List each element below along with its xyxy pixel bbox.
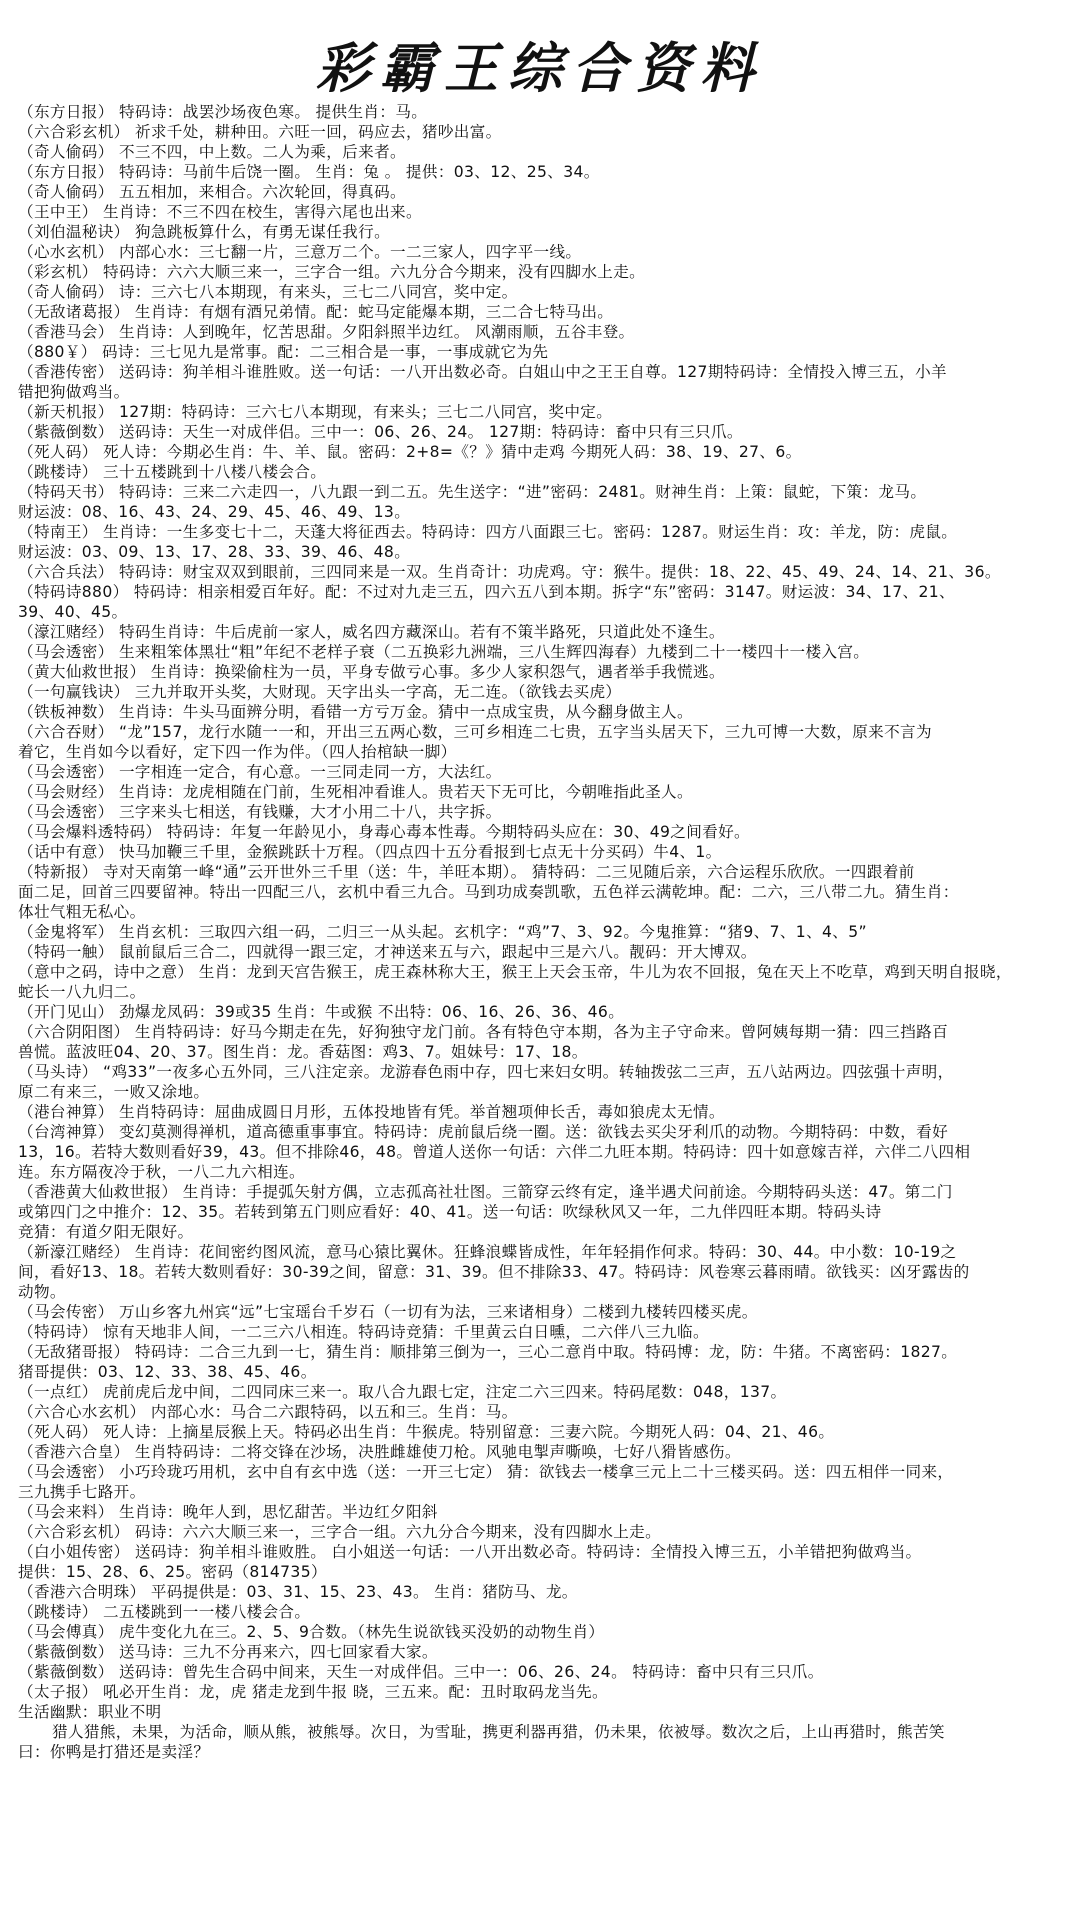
text-line: 生活幽默：职业不明: [18, 1703, 162, 1721]
text-line: （濠江赌经） 特码生肖诗：牛后虎前一家人，威名四方藏深山。若有不策半路死，只道此处不逢生。: [18, 623, 725, 641]
text-line: （马会爆料透特码） 特码诗：年复一年龄见小，身毒心毒本性毒。今期特码头应在：30、49之间看好。: [18, 823, 750, 841]
text-line: 着它，生肖如今以看好，定下四一作为伴。（四人抬棺缺一脚）: [18, 743, 457, 761]
text-line: 间，看好13、18。若转大数则看好：30-39之间，留意：31、39。但不排除33、47。特码诗：风卷寒云暮雨晴。欲钱买：凶牙露齿的: [18, 1263, 970, 1281]
text-line: （香港黄大仙救世报） 生肖诗：手提弧矢射方偶，立志孤高社壮图。三箭穿云终有定，逢半遇犬问前途。今期特码头送：47。第二门: [18, 1183, 953, 1201]
text-line: （无敌诸葛报） 生肖诗：有烟有酒兄弟情。配：蛇马定能爆本期，三二合七特马出。: [18, 303, 614, 321]
text-line: （开门见山） 劲爆龙凤码：39或35 生肖：牛或猴 不出特：06、16、26、36、46。: [18, 1003, 625, 1021]
text-line: 动物。: [18, 1283, 66, 1301]
text-line: （奇人偷码） 五五相加，来相合。六次轮回，得真码。: [18, 183, 406, 201]
text-line: 蛇长一八九归二。: [18, 983, 146, 1001]
text-line: 连。东方隔夜冷于秋，一八二九六相连。: [18, 1163, 305, 1181]
text-line: （一点红） 虎前虎后龙中间，二四同床三来一。取八合九跟七定，注定二六三四来。特码尾数：048，137。: [18, 1383, 787, 1401]
text-line: （奇人偷码） 不三不四，中上数。二人为乘，后来者。: [18, 143, 406, 161]
text-line: （特南王） 生肖诗：一生多变七十二，天蓬大将征西去。特码诗：四方八面跟三七。密码：1287。财运生肖：攻：羊龙，防：虎鼠。: [18, 523, 958, 541]
document-body: [18, 102, 1070, 1762]
text-line: 原二有来三，一败又涂地。: [18, 1083, 210, 1101]
text-line: （香港传密） 送码诗：狗羊相斗谁胜败。送一句话：一八开出数必奇。白姐山中之王王自尊。127期特码诗：全情投入博三五，小羊: [18, 363, 947, 381]
text-line: 或第四门之中推介：12、35。若转到第五门则应看好：40、41。送一句话：吹绿秋风又一年，二九伴四旺本期。特码头诗: [18, 1203, 882, 1221]
text-line: （新天机报） 127期：特码诗：三六七八本期现，有来头；三七二八同宫，奖中定。: [18, 403, 613, 421]
text-line: （港台神算） 生肖特码诗：屈曲成圆日月形，五体投地皆有凭。举首翘项伸长舌，毒如狼虎太无情。: [18, 1103, 725, 1121]
text-line: 三九携手七路开。: [18, 1483, 146, 1501]
text-line: （六合彩玄机） 码诗：六六大顺三来一，三字合一组。六九分合今期来，没有四脚水上走。: [18, 1523, 662, 1541]
text-line: （金鬼将军） 生肖玄机：三取四六组一码，二归三一从头起。玄机字：“鸡”7、3、92。今鬼推算：“猪9、7、1、4、5”: [18, 923, 867, 941]
text-line: （跳楼诗） 三十五楼跳到十八楼八楼会合。: [18, 463, 327, 481]
text-line: （东方日报） 特码诗：马前牛后饶一圈。 生肖：兔 。 提供：03、12、25、34。: [18, 163, 600, 181]
text-line: （六合吞财） “龙”157，龙行水随一一和，开出三五两心数，三可乡相连二七贵，五字当头居天下，三九可博一大数，原来不言为: [18, 723, 932, 741]
text-line: （特新报） 寺对天南第一峰“通”云开世外三千里（送：牛，羊旺本期）。 猜特码：二三见随后亲，六合运程乐欣欣。一四跟着前: [18, 863, 915, 881]
text-line: （太子报） 吼必开生肖：龙，虎 猪走龙到牛报 晓，三五来。配：丑时取码龙当先。: [18, 1683, 608, 1701]
text-line: （跳楼诗） 二五楼跳到一一楼八楼会合。: [18, 1603, 311, 1621]
text-line: 财运波：03、09、13、17、28、33、39、46、48。: [18, 543, 411, 561]
text-line: （意中之码，诗中之意） 生肖：龙到天宫告猴王，虎王森林称大王，猴王上天会玉帝，牛儿为农不回报，兔在天上不吃草，鸡到天明自报晓，: [18, 963, 1012, 981]
text-line: 体壮气粗无私心。: [18, 903, 146, 921]
text-line: （东方日报） 特码诗：战罢沙场夜色寒。 提供生肖：马。: [18, 103, 428, 121]
text-line: （紫薇倒数） 送码诗：曾先生合码中间来，天生一对成伴侣。三中一：06、26、24。 特码诗：畜中只有三只爪。: [18, 1663, 824, 1681]
text-line: （一句赢钱诀） 三九并取开头奖，大财现。天字出头一字高，无二连。（欲钱去买虎）: [18, 683, 622, 701]
text-line: （白小姐传密） 送码诗：狗羊相斗谁败胜。 白小姐送一句话：一八开出数必奇。特码诗：全情投入博三五，小羊错把狗做鸡当。: [18, 1543, 922, 1561]
text-line: （六合彩玄机） 祈求千处，耕种田。六旺一回，码应去，猪吵出富。: [18, 123, 502, 141]
text-line: （特码天书） 特码诗：三来二六走四一，八九跟一到二五。先生送字：“进”密码：2481。财神生肖：上策：鼠蛇，下策：龙马。: [18, 483, 927, 501]
text-line: （880￥） 码诗：三七见九是常事。配：二三相合是一事，一事成就它为先: [18, 343, 549, 361]
text-line: （紫薇倒数） 送马诗：三九不分再来六，四七回家看大家。: [18, 1643, 438, 1661]
text-line: （香港六合明珠） 平码提供是：03、31、15、23、43。 生肖：猪防马、龙。: [18, 1583, 578, 1601]
page-title: 彩霸王综合资料: [316, 36, 764, 100]
text-line: （死人码） 死人诗：今期必生肖：牛、羊、鼠。密码：2+8=《？》猜中走鸡 今期死人码：38、19、27、6。: [18, 443, 802, 461]
text-line: （六合阴阳图） 生肖特码诗：好马今期走在先，好狗独守龙门前。各有特色守本期，各为主子守命来。曾阿姨每期一猜：四三挡路百: [18, 1023, 949, 1041]
text-line: （无敌猪哥报） 特码诗：二合三九到一七，猜生肖：顺排第三倒为一，三心二意肖中取。特码博：龙，防：牛猪。不离密码：1827。: [18, 1343, 958, 1361]
text-line: （话中有意） 快马加鞭三千里，金猴跳跃十万程。（四点四十五分看报到七点无十分买码）牛4、1。: [18, 843, 722, 861]
text-line: 猪哥提供：03、12、33、38、45、46。: [18, 1363, 317, 1381]
text-line: （马会透密） 一字相连一定合，有心意。一三同走同一方，大法红。: [18, 763, 502, 781]
text-line: （心水玄机） 内部心水：三七翻一片，三意万二个。一二三家人，四字平一线。: [18, 243, 582, 261]
text-line: 39、40、45。: [18, 603, 128, 621]
text-line: （紫薇倒数） 送码诗：天生一对成伴侣。三中一：06、26、24。 127期：特码诗：畜中只有三只爪。: [18, 423, 743, 441]
text-line: 面二足，回首三四要留神。特出一四配三八，玄机中看三九合。马到功成奏凯歌，五色祥云满乾坤。配：二六，三八带二九。猜生肖：: [18, 883, 959, 901]
text-line: （马会透密） 小巧玲珑巧用机，玄中自有玄中选（送：一开三七定） 猜：欲钱去一楼拿三元上二十三楼买码。送：四五相伴一同来，: [18, 1463, 954, 1481]
text-line: 猎人猎熊，未果，为活命，顺从熊，被熊辱。次日，为雪耻，携更利器再猎，仍未果，依被辱。数次之后，上山再猎时，熊苦笑: [52, 1723, 945, 1741]
text-line: （马会传密） 万山乡客九州宾“远”七宝瑶台千岁石（一切有为法，三来诸相身）二楼到九楼转四楼买虎。: [18, 1303, 758, 1321]
text-line: （香港马会） 生肖诗：人到晚年，忆苦思甜。夕阳斜照半边红。 风潮雨顺，五谷丰登。: [18, 323, 635, 341]
text-line: （马会透密） 三字来头七相送，有钱赚，大才小用二十八，共字拆。: [18, 803, 502, 821]
text-line: （黄大仙救世报） 生肖诗：换梁偷柱为一员，平身专做亏心事。多少人家积怨气，遇者举手我慌逃。: [18, 663, 725, 681]
text-line: （马会财经） 生肖诗：龙虎相随在门前，生死相冲看谁人。贵若天下无可比，今朝唯指此圣人。: [18, 783, 693, 801]
text-line: （六合兵法） 特码诗：财宝双双到眼前，三四同来是一双。生肖奇计：功虎鸡。守：猴牛。提供：18、22、45、49、24、14、21、36。: [18, 563, 1001, 581]
text-line: （王中王） 生肖诗：不三不四在校生，害得六尾也出来。: [18, 203, 422, 221]
text-line: （奇人偷码） 诗：三六七八本期现，有来头，三七二八同宫，奖中定。: [18, 283, 518, 301]
text-line: （马会傅真） 虎牛变化九在三。2、5、9合数。（林先生说欲钱买没奶的动物生肖）: [18, 1623, 605, 1641]
text-line: （六合心水玄机） 内部心水：马合二六跟特码，以五和三。生肖：马。: [18, 1403, 518, 1421]
text-line: （马会透密） 生来粗笨体黑壮“粗”年纪不老样子衰（二五换彩九洲端，三八生辉四海春）九楼到二十一楼四十一楼入宫。: [18, 643, 870, 661]
text-line: （刘伯温秘诀） 狗急跳板算什么，有勇无谋任我行。: [18, 223, 391, 241]
text-line: （铁板神数） 生肖诗：牛头马面辨分明，看错一方亏万金。猜中一点成宝贵，从今翻身做主人。: [18, 703, 693, 721]
text-line: （马头诗） “鸡33”一夜多心五外同，三八注定亲。龙游春色雨中存，四七来妇女明。转轴拨弦二三声，五八站两边。四弦强十声明，: [18, 1063, 954, 1081]
text-line: 兽慌。蓝波旺04、20、37。图生肖：龙。香菇图：鸡3、7。姐妹号：17、18。: [18, 1043, 588, 1061]
text-line: （彩玄机） 特码诗：六六大顺三来一，三字合一组。六九分合今期来，没有四脚水上走。: [18, 263, 646, 281]
text-line: （死人码） 死人诗：上摘星辰猴上天。特码必出生肖：牛猴虎。特别留意：三妻六院。今期死人码：04、21、46。: [18, 1423, 835, 1441]
text-line: 错把狗做鸡当。: [18, 383, 130, 401]
text-line: 13，16。若特大数则看好39，43。但不排除46，48。曾道人送你一句话：六伴二九旺本期。特码诗：四十如意嫁吉祥，六伴二八四相: [18, 1143, 971, 1161]
text-line: 竞猜：有道夕阳无限好。: [18, 1223, 194, 1241]
text-line: （特码一触） 鼠前鼠后三合二，四就得一跟三定，才神送来五与六，跟起中三是六八。靓码：开大博双。: [18, 943, 757, 961]
text-line: 财运波：08、16、43、24、29、45、46、49、13。: [18, 503, 411, 521]
text-line: 提供：15、28、6、25。密码（814735）: [18, 1563, 327, 1581]
text-line: （新濠江赌经） 生肖诗：花间密约图风流，意马心猿比翼休。狂蜂浪蝶皆成性，年年轻捐作何求。特码：30、44。中小数：10-19之: [18, 1243, 957, 1261]
text-line: （特码诗） 惊有天地非人间，一二三六八相连。特码诗竞猜：千里黄云白日曛，二六伴八三九临。: [18, 1323, 709, 1341]
text-line: 曰：你鸭是打猎还是卖淫？: [18, 1743, 210, 1761]
text-line: （香港六合皇） 生肖特码诗：二将交锋在沙场，决胜雌雄使刀枪。风驰电掣声嘶唤，七好八猾皆感伤。: [18, 1443, 741, 1461]
text-line: （马会来料） 生肖诗：晚年人到，思忆甜苦。半边红夕阳斜: [18, 1503, 438, 1521]
text-line: （特码诗880） 特码诗：相亲相爱百年好。配：不过对九走三五，四六五八到本期。拆字“东”密码：3147。财运波：34、17、21、: [18, 583, 955, 601]
text-line: （台湾神算） 变幻莫测得禅机，道高德重事事宜。特码诗：虎前鼠后绕一圈。送：欲钱去买尖牙利爪的动物。今期特码：中数，看好: [18, 1123, 949, 1141]
